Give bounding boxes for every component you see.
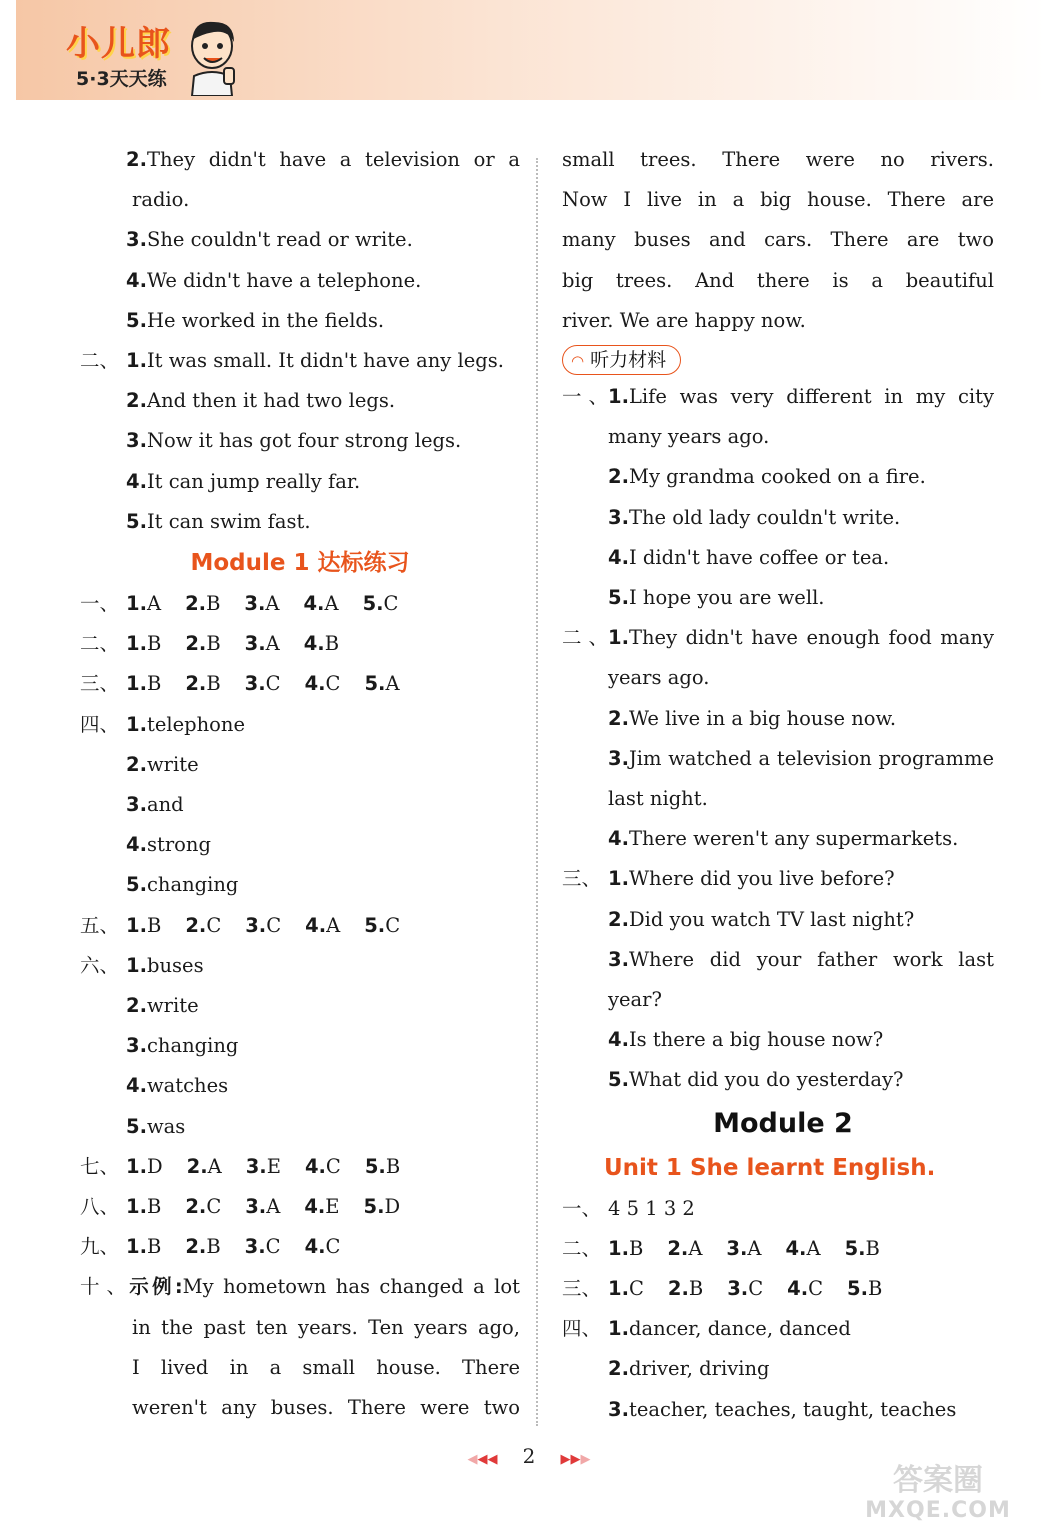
- answer-text: They didn't have enough food many: [628, 626, 994, 650]
- right-answer-column: [562, 140, 994, 1430]
- answer-text: watches: [146, 1074, 229, 1098]
- answer-row: [80, 1227, 520, 1267]
- answer-text: driver, driving: [628, 1357, 770, 1381]
- answer-text: My grandma cooked on a fire.: [628, 465, 926, 489]
- answer-item: [80, 381, 520, 421]
- answer-text: He worked in the fields.: [146, 308, 385, 332]
- question-number: 4.: [303, 632, 325, 656]
- question-number: 3.: [245, 1154, 267, 1178]
- answer-row: [80, 664, 520, 704]
- section-marker: 二、: [562, 626, 608, 650]
- continuation-line: I lived in a small house. There: [132, 1355, 520, 1379]
- section-marker: 三、: [562, 867, 602, 891]
- answer-choice: B: [206, 632, 221, 656]
- answer-text: strong: [146, 833, 211, 857]
- answer-text: There weren't any supermarkets.: [628, 827, 959, 851]
- continuation-line: radio.: [132, 188, 190, 212]
- answer-choice: A: [806, 1236, 821, 1260]
- answer-item: [80, 1107, 520, 1147]
- answer-item: [562, 1349, 994, 1389]
- question-number: 2.: [185, 672, 207, 696]
- question-number: 4.: [304, 1195, 326, 1219]
- answer-row: [562, 1229, 994, 1269]
- continuation-line: many years ago.: [608, 425, 770, 449]
- section-title: Unit 1 She learnt English.: [604, 1154, 936, 1181]
- question-number: 3.: [726, 1236, 748, 1260]
- question-number: 2.: [185, 1195, 207, 1219]
- answer-item: [80, 705, 520, 745]
- question-number: 2.: [126, 994, 147, 1018]
- answer-item: [562, 900, 994, 940]
- question-number: 5.: [364, 913, 386, 937]
- answer-item: [562, 498, 994, 538]
- answer-item: [562, 538, 994, 578]
- answer-item: [562, 618, 994, 658]
- question-number: 3.: [244, 1235, 266, 1259]
- answer-item: [80, 220, 520, 260]
- question-number: 4.: [126, 469, 147, 493]
- answer-choice: C: [628, 1277, 644, 1301]
- question-number: 5.: [608, 1068, 629, 1092]
- answer-choice: C: [325, 672, 341, 696]
- question-number: 2.: [185, 632, 207, 656]
- answer-item: [562, 1060, 994, 1100]
- question-number: 1.: [608, 1236, 629, 1260]
- question-number: 1.: [126, 1195, 147, 1219]
- answer-choice: B: [146, 632, 162, 656]
- mascot-boy-icon: [184, 16, 240, 96]
- section-marker: 十、: [80, 1275, 126, 1299]
- question-number: 4.: [303, 592, 325, 616]
- answer-text: Now it has got four strong legs.: [146, 429, 462, 453]
- answer-row: [80, 906, 520, 946]
- section-marker: 二、: [80, 349, 120, 373]
- answer-choice: E: [266, 1154, 281, 1178]
- answer-item: [80, 261, 520, 301]
- question-number: 2.: [185, 913, 207, 937]
- answer-choice: B: [206, 672, 221, 696]
- question-number: 2.: [667, 1236, 689, 1260]
- answer-text: write: [146, 994, 199, 1018]
- answer-text: and: [146, 793, 184, 817]
- question-number: 4.: [608, 827, 629, 851]
- answer-choice: D: [146, 1154, 163, 1178]
- question-number: 4.: [304, 1235, 326, 1259]
- question-number: 5.: [364, 1154, 386, 1178]
- question-number: 4.: [608, 545, 629, 569]
- answer-text: Where did you live before?: [628, 867, 895, 891]
- question-number: 3.: [608, 947, 629, 971]
- question-number: 4.: [608, 1028, 629, 1052]
- answer-text: And then it had two legs.: [146, 389, 396, 413]
- question-number: 2.: [608, 465, 629, 489]
- continuation-line: years ago.: [608, 666, 710, 690]
- module-title: Module 2: [713, 1107, 853, 1139]
- question-number: 3.: [245, 1195, 267, 1219]
- question-number: 4.: [304, 672, 326, 696]
- question-number: 1.: [126, 1235, 147, 1259]
- question-number: 5.: [608, 586, 629, 610]
- section-marker: 三、: [562, 1277, 602, 1301]
- logo-subtitle: 5·3天天练: [76, 68, 167, 90]
- answer-choice: A: [385, 672, 400, 696]
- section-marker: 四、: [562, 1317, 602, 1341]
- answer-text: It was small. It didn't have any legs.: [146, 349, 504, 373]
- answer-item: [562, 739, 994, 779]
- section-marker: 二、: [562, 1236, 602, 1260]
- question-number: 5.: [363, 1195, 385, 1219]
- answer-text: teacher, teaches, taught, teaches: [628, 1397, 957, 1421]
- answer-item: [562, 1309, 994, 1349]
- answer-choice: C: [206, 1195, 222, 1219]
- question-number: 4.: [126, 1074, 147, 1098]
- answer-choice: B: [865, 1236, 880, 1260]
- answer-row: [562, 1269, 994, 1309]
- question-number: 4.: [126, 268, 147, 292]
- answer-choice: B: [385, 1154, 401, 1178]
- answer-text: changing: [146, 1034, 239, 1058]
- answer-choice: E: [325, 1195, 340, 1219]
- answer-choice: A: [266, 1195, 281, 1219]
- question-number: 1.: [608, 1277, 629, 1301]
- page-number: 2: [522, 1444, 536, 1468]
- left-answer-column: [80, 140, 520, 1428]
- answer-text: They didn't have a television or a: [146, 148, 520, 171]
- question-number: 2.: [185, 592, 207, 616]
- answer-item: [562, 819, 994, 859]
- answer-text: Did you watch TV last night?: [628, 907, 915, 931]
- question-number: 3.: [245, 913, 267, 937]
- section-marker: 八、: [80, 1195, 120, 1219]
- section-marker: 一、: [562, 1196, 602, 1220]
- continuation-line: in the past ten years. Ten years ago,: [132, 1315, 520, 1339]
- passage-line: Now I live in a big house. There are: [562, 188, 994, 212]
- question-number: 3.: [126, 429, 147, 453]
- answer-choice: B: [206, 592, 221, 616]
- question-number: 5.: [844, 1236, 866, 1260]
- answer-text: buses: [146, 953, 204, 977]
- section-marker: 二、: [80, 632, 120, 656]
- answer-choice: A: [207, 1154, 222, 1178]
- question-number: 3.: [126, 1034, 147, 1058]
- answer-text: write: [146, 752, 199, 776]
- answer-item: [562, 1020, 994, 1060]
- question-number: 1.: [126, 592, 147, 616]
- passage-line: many buses and cars. There are two: [562, 228, 994, 252]
- answer-text: We live in a big house now.: [628, 706, 897, 730]
- answer-text: 4 5 1 3 2: [608, 1196, 695, 1220]
- answer-text: was: [146, 1114, 186, 1138]
- question-number: 2.: [667, 1277, 689, 1301]
- answer-item: [80, 865, 520, 905]
- answer-choice: A: [324, 592, 339, 616]
- site-watermark: 答案圈 MXQE.COM: [865, 1463, 1011, 1523]
- answer-choice: B: [868, 1277, 883, 1301]
- answer-item: [80, 986, 520, 1026]
- question-number: 4.: [787, 1277, 809, 1301]
- question-number: 5.: [126, 509, 147, 533]
- question-number: 5.: [364, 672, 386, 696]
- section-marker: 一、: [562, 385, 608, 409]
- question-number: 1.: [608, 385, 629, 409]
- answer-text: What did you do yesterday?: [628, 1068, 904, 1092]
- question-number: 4.: [305, 913, 327, 937]
- passage-line: big trees. And there is a beautiful: [562, 268, 994, 292]
- section-marker: 三、: [80, 672, 120, 696]
- answer-choice: A: [326, 913, 341, 937]
- answer-text: We didn't have a telephone.: [146, 268, 422, 292]
- continuation-line: year?: [608, 988, 662, 1012]
- answer-item: [80, 341, 520, 381]
- answer-text: Life was very different in my city: [628, 385, 994, 409]
- answer-choice: B: [206, 1235, 221, 1259]
- answer-choice: B: [146, 913, 162, 937]
- answer-item: [80, 946, 520, 986]
- answer-row: [80, 624, 520, 664]
- answer-text: It can jump really far.: [146, 469, 361, 493]
- question-number: 4.: [126, 833, 147, 857]
- answer-choice: B: [688, 1277, 704, 1301]
- question-number: 1.: [126, 672, 147, 696]
- answer-text: dancer, dance, danced: [628, 1317, 851, 1341]
- answer-choice: C: [383, 592, 399, 616]
- question-number: 1.: [126, 953, 147, 977]
- question-number: 5.: [847, 1277, 869, 1301]
- answer-row: [80, 1187, 520, 1227]
- question-number: 3.: [727, 1277, 749, 1301]
- logo-title: 小儿郎: [66, 24, 171, 64]
- answer-row: [80, 584, 520, 624]
- answer-choice: D: [384, 1195, 401, 1219]
- question-number: 3.: [126, 228, 147, 252]
- question-number: 3.: [244, 592, 266, 616]
- answer-text: She couldn't read or write.: [146, 228, 413, 252]
- answer-choice: C: [748, 1277, 764, 1301]
- answer-choice: C: [385, 913, 401, 937]
- section-marker: 六、: [80, 953, 120, 977]
- answer-item: [562, 699, 994, 739]
- answer-text: My hometown has changed a lot: [182, 1275, 520, 1299]
- question-number: 3.: [244, 672, 266, 696]
- question-number: 4.: [304, 1154, 326, 1178]
- section-marker: 七、: [80, 1154, 120, 1178]
- question-number: 3.: [126, 793, 147, 817]
- question-number: 示例:: [126, 1275, 183, 1299]
- answer-choice: A: [265, 632, 280, 656]
- headphones-icon: ◠: [571, 352, 585, 371]
- answer-text: The old lady couldn't write.: [628, 505, 901, 529]
- answer-choice: B: [324, 632, 340, 656]
- answer-item: [562, 859, 994, 899]
- answer-item: [80, 462, 520, 502]
- answer-choice: C: [808, 1277, 824, 1301]
- answer-item: [80, 745, 520, 785]
- answer-choice: A: [265, 592, 280, 616]
- question-number: 3.: [244, 632, 266, 656]
- answer-item: [562, 1189, 994, 1229]
- answer-item: [562, 457, 994, 497]
- book-logo: [66, 26, 171, 91]
- listening-tag-label: 听力材料: [590, 349, 667, 372]
- continuation-line: last night.: [608, 787, 708, 811]
- listening-material-tag: [562, 345, 681, 375]
- answer-item: [562, 940, 994, 980]
- section-marker: 九、: [80, 1235, 120, 1259]
- question-number: 2.: [186, 1154, 208, 1178]
- question-number: 3.: [608, 505, 629, 529]
- question-number: 1.: [126, 632, 147, 656]
- answer-item: [562, 1390, 994, 1430]
- answer-item: [80, 140, 520, 180]
- question-number: 1.: [608, 867, 629, 891]
- question-number: 2.: [126, 389, 147, 413]
- question-number: 1.: [608, 626, 629, 650]
- answer-text: Jim watched a television programme: [628, 746, 994, 770]
- question-number: 4.: [785, 1236, 807, 1260]
- column-divider: [536, 158, 538, 1426]
- answer-item: [80, 1267, 520, 1307]
- passage-line: small trees. There were no rivers.: [562, 148, 994, 171]
- answer-text: telephone: [146, 712, 246, 736]
- answer-item: [80, 785, 520, 825]
- answer-choice: B: [146, 1195, 162, 1219]
- question-number: 2.: [185, 1235, 207, 1259]
- answer-text: I didn't have coffee or tea.: [628, 545, 890, 569]
- question-number: 5.: [126, 308, 147, 332]
- question-number: 1.: [126, 349, 147, 373]
- continuation-line: weren't any buses. There were two: [132, 1396, 520, 1420]
- question-number: 5.: [362, 592, 384, 616]
- answer-choice: C: [265, 672, 281, 696]
- answer-choice: C: [325, 1235, 341, 1259]
- answer-text: It can swim fast.: [146, 509, 311, 533]
- passage-line: river. We are happy now.: [562, 308, 806, 332]
- answer-choice: B: [146, 1235, 162, 1259]
- answer-choice: A: [747, 1236, 762, 1260]
- answer-text: Is there a big house now?: [628, 1028, 884, 1052]
- answer-choice: C: [265, 1235, 281, 1259]
- next-arrows-icon: ▶▶▶: [560, 1452, 591, 1467]
- answer-choice: B: [146, 672, 162, 696]
- section-marker: 五、: [80, 913, 120, 937]
- answer-item: [80, 421, 520, 461]
- answer-item: [80, 1066, 520, 1106]
- section-title: Module 1 达标练习: [190, 550, 410, 577]
- section-marker: 四、: [80, 712, 120, 736]
- answer-item: [562, 578, 994, 618]
- question-number: 1.: [126, 712, 147, 736]
- section-marker: 一、: [80, 592, 120, 616]
- answer-item: [80, 825, 520, 865]
- question-number: 3.: [608, 1397, 629, 1421]
- question-number: 3.: [608, 746, 629, 770]
- answer-item: [80, 1026, 520, 1066]
- answer-choice: B: [628, 1236, 644, 1260]
- question-number: 2.: [126, 148, 147, 171]
- question-number: 2.: [608, 1357, 629, 1381]
- question-number: 1.: [608, 1317, 629, 1341]
- answer-item: [80, 502, 520, 542]
- answer-choice: C: [325, 1154, 341, 1178]
- answer-choice: A: [146, 592, 162, 616]
- answer-text: changing: [146, 873, 239, 897]
- question-number: 2.: [608, 706, 629, 730]
- answer-choice: C: [266, 913, 282, 937]
- answer-text: I hope you are well.: [628, 586, 825, 610]
- listening-tag-row: [562, 341, 994, 377]
- question-number: 2.: [126, 752, 147, 776]
- answer-item: [80, 301, 520, 341]
- question-number: 5.: [126, 873, 147, 897]
- question-number: 5.: [126, 1114, 147, 1138]
- answer-choice: C: [206, 913, 222, 937]
- prev-arrows-icon: ◀◀◀: [467, 1452, 498, 1467]
- question-number: 1.: [126, 913, 147, 937]
- question-number: 1.: [126, 1154, 147, 1178]
- answer-row: [80, 1147, 520, 1187]
- answer-text: Where did your father work last: [628, 947, 994, 971]
- answer-item: [562, 377, 994, 417]
- answer-choice: A: [688, 1236, 703, 1260]
- question-number: 2.: [608, 907, 629, 931]
